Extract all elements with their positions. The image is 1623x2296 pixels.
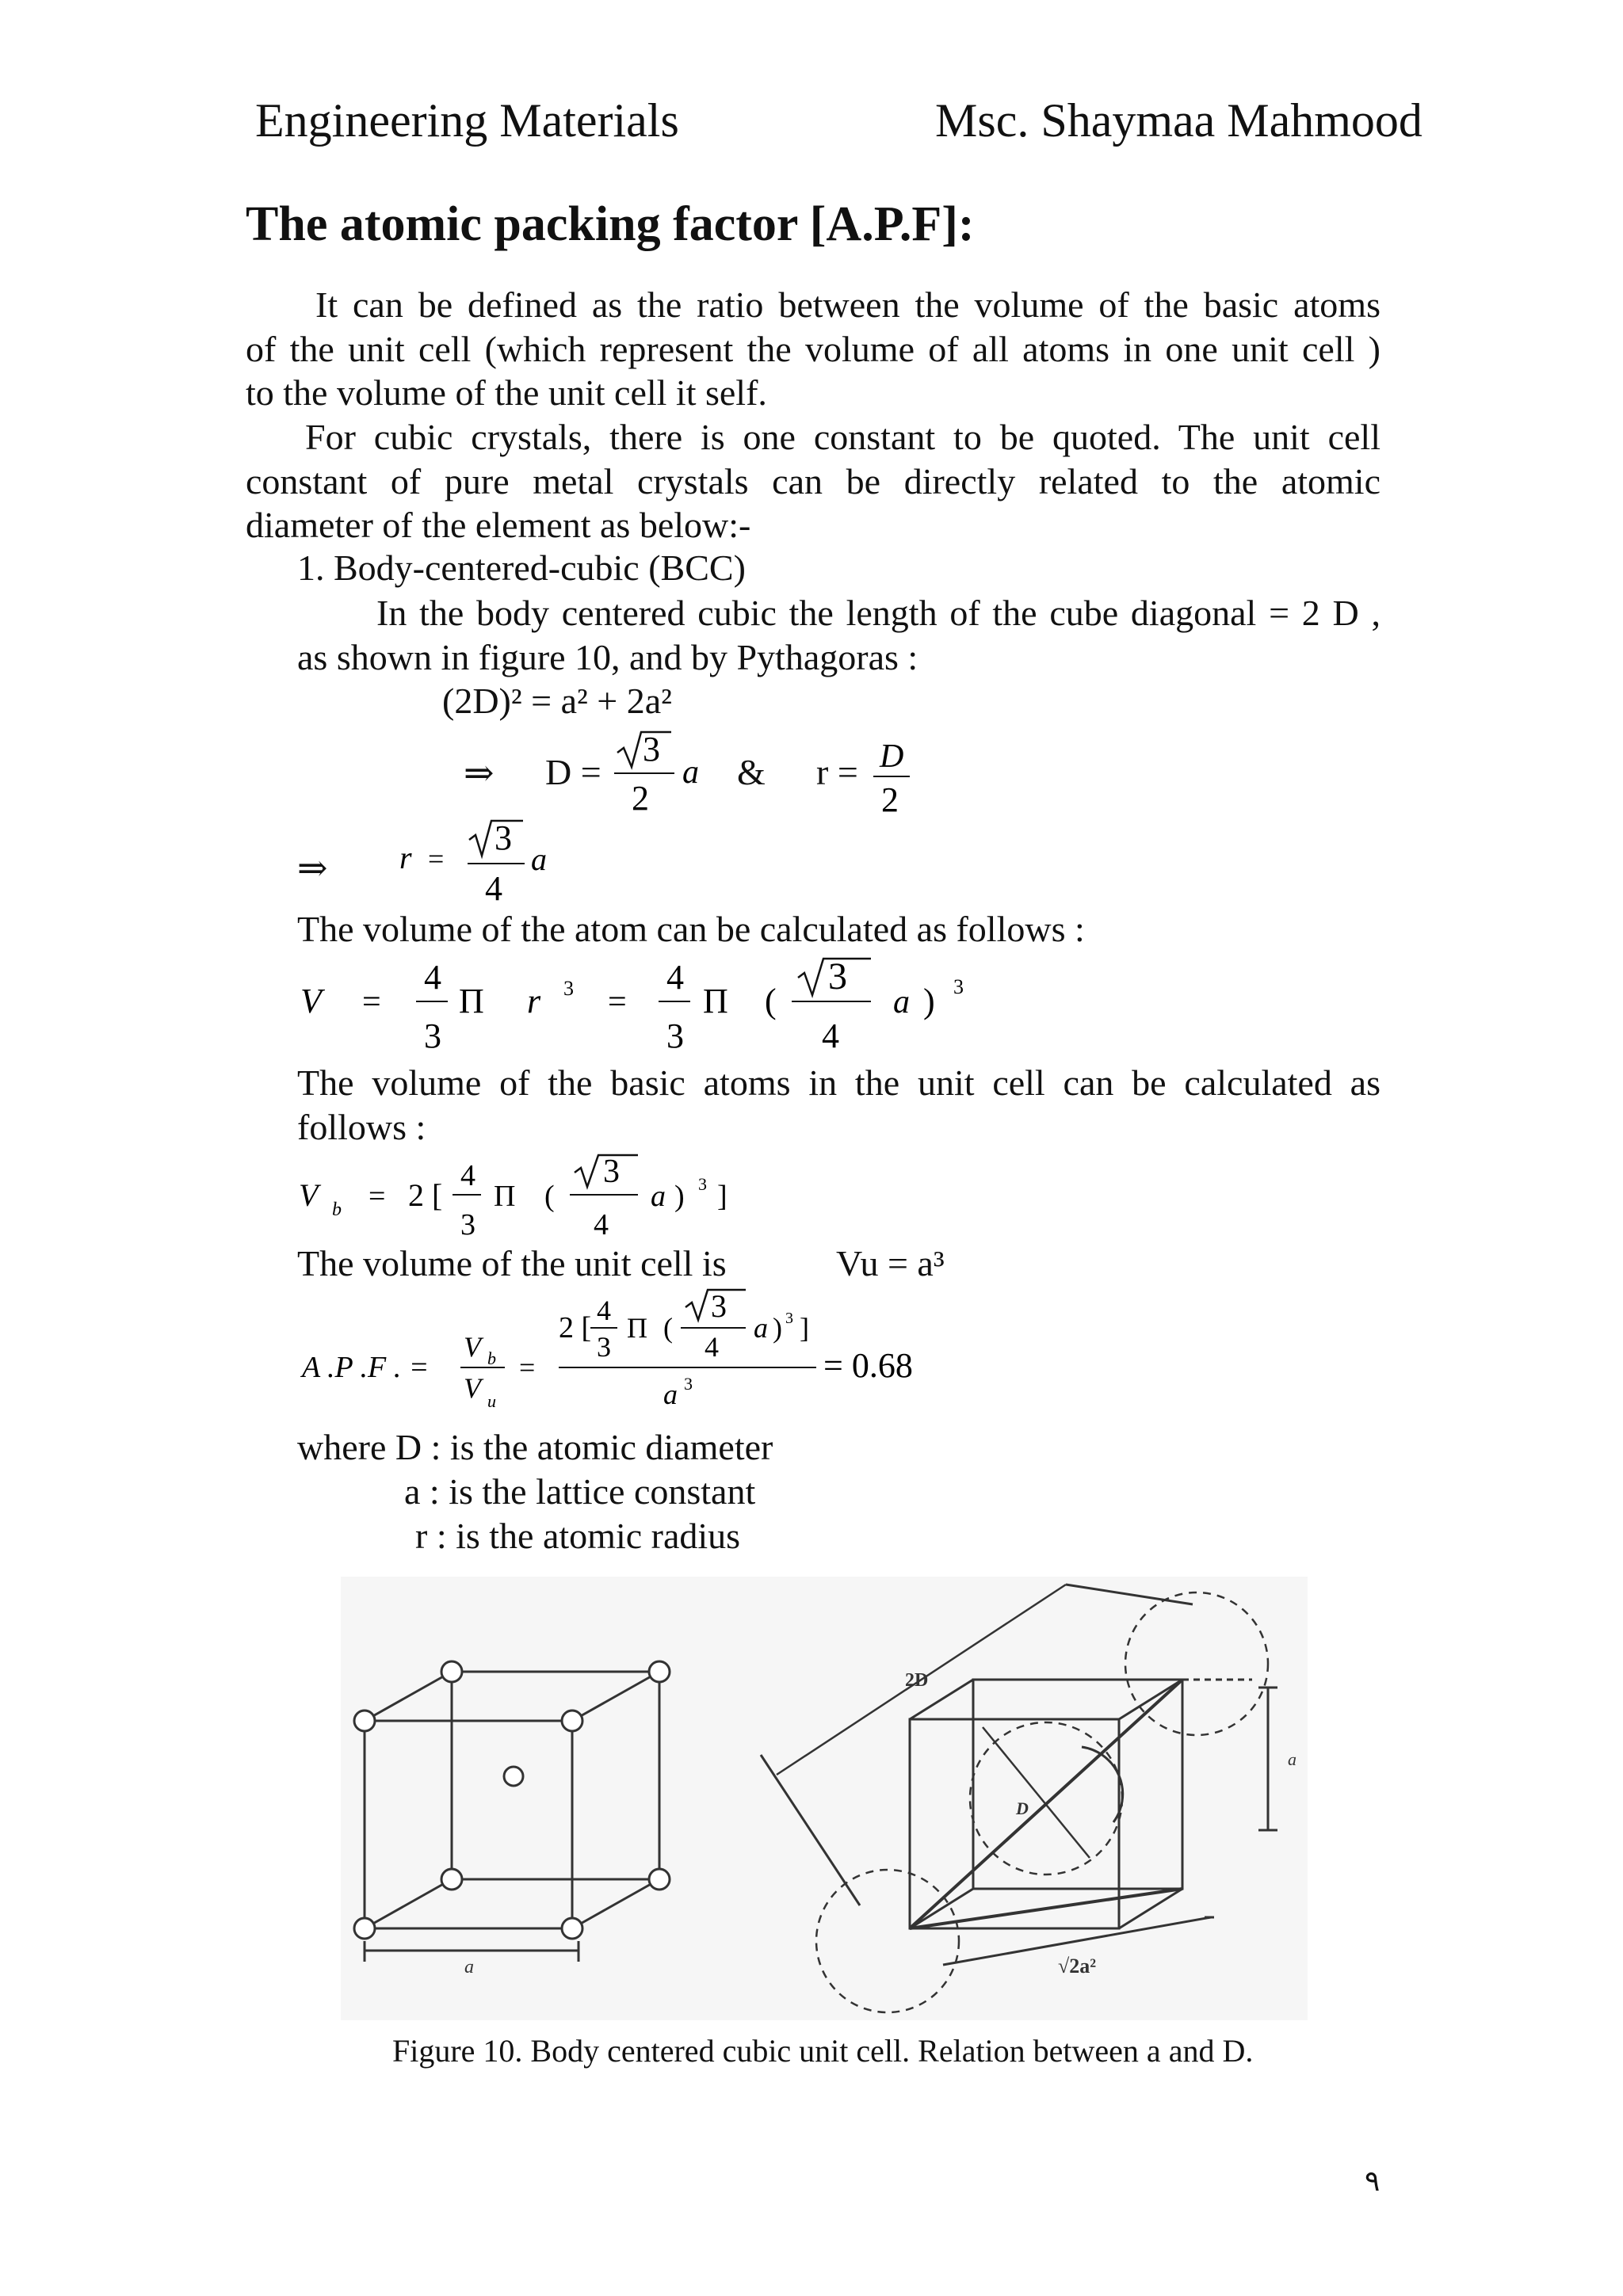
label-a-right: a <box>1288 1749 1296 1769</box>
subscript-b: b <box>332 1199 342 1220</box>
equation-D-lhs: D = <box>545 752 601 792</box>
bracket-close: ] <box>717 1180 727 1213</box>
denominator-a: a <box>663 1379 678 1410</box>
sqrt-radicand: 3 <box>711 1288 727 1324</box>
paren-open: ( <box>663 1312 673 1344</box>
variable-r: r <box>527 982 541 1020</box>
definition-r: r : is the atomic radius <box>415 1516 741 1556</box>
paragraph-basic-atoms <box>297 1061 1381 1149</box>
header-course-title: Engineering Materials <box>255 94 679 147</box>
paragraph-line: constant of pure metal crystals can be directly related to the atomic <box>246 460 1381 502</box>
equals-sign: = <box>608 984 627 1020</box>
figure-bcc-unit-cell <box>333 1569 1331 2028</box>
paren-close: ) <box>674 1180 685 1213</box>
label-a-left: a <box>464 1957 474 1978</box>
implies-symbol: ⇒ <box>464 753 495 793</box>
paragraph-line: diameter of the element as below:- <box>246 505 751 545</box>
two-bracket: 2 [ <box>559 1311 592 1344</box>
equals-sign: = <box>362 984 381 1020</box>
equals-sign: = <box>369 1180 386 1213</box>
pi-symbol: Π <box>459 982 484 1020</box>
numerator: 4 <box>597 1295 611 1326</box>
equation-atom-volume <box>297 951 1010 1062</box>
figure-caption: Figure 10. Body centered cubic unit cell. Relation between a and D. <box>392 2033 1254 2069</box>
numerator-D: D <box>880 738 904 775</box>
exponent: 3 <box>953 975 964 998</box>
paren-open: ( <box>544 1180 555 1213</box>
variable-a: a <box>893 984 910 1020</box>
paragraph-line: of the unit cell (which represent the volume of all atoms in one unit cell ) <box>246 328 1381 369</box>
subscript-u: u <box>487 1391 496 1411</box>
sqrt-radicand: 3 <box>828 955 847 997</box>
denominator: 3 <box>424 1016 441 1055</box>
pi-symbol: Π <box>703 982 728 1020</box>
numerator-Vb: V <box>464 1331 481 1363</box>
label-D: D <box>1016 1798 1029 1818</box>
numerator: 4 <box>424 958 441 997</box>
paragraph-line: follows : <box>297 1106 426 1147</box>
pi-symbol: Π <box>494 1180 516 1213</box>
paragraph-definition <box>246 283 1381 415</box>
paragraph-bcc <box>297 591 1381 679</box>
denominator-Vu: V <box>464 1372 481 1404</box>
paren-open: ( <box>765 982 777 1020</box>
label-root-2a2: √2a² <box>1058 1955 1097 1978</box>
equals-sign: = <box>428 843 445 875</box>
two-bracket: 2 [ <box>408 1177 443 1213</box>
denominator: 3 <box>460 1208 475 1241</box>
denominator: 4 <box>822 1016 839 1055</box>
subscript-b: b <box>487 1348 496 1368</box>
variable-a: a <box>531 841 547 877</box>
paren-close: ) <box>773 1312 782 1344</box>
definition-a: a : is the lattice constant <box>404 1471 756 1512</box>
denominator: 4 <box>485 869 502 908</box>
equation-D-fraction <box>614 729 701 824</box>
implies-symbol: ⇒ <box>297 848 328 888</box>
denominator: 3 <box>597 1331 611 1363</box>
exponent: 3 <box>563 977 574 1000</box>
header-author: Msc. Shaymaa Mahmood <box>935 94 1423 147</box>
paragraph-cubic <box>246 415 1381 547</box>
denominator: 3 <box>666 1016 684 1055</box>
equation-r-lhs: r = <box>816 752 858 792</box>
variable-a: a <box>651 1180 666 1213</box>
exponent: 3 <box>785 1310 793 1327</box>
paren-close: ) <box>923 982 935 1020</box>
list-item-bcc: 1. Body-centered-cubic (BCC) <box>297 547 746 588</box>
equation-r-radius <box>396 816 571 919</box>
label-2D: 2D <box>905 1670 929 1691</box>
paragraph-line: For cubic crystals, there is one constant to be quoted. The unit cell <box>305 417 1381 457</box>
section-title: The atomic packing factor [A.P.F]: <box>246 197 975 251</box>
sqrt-radicand: 3 <box>603 1154 620 1190</box>
pi-symbol: Π <box>627 1312 647 1344</box>
equation-pythagoras: (2D)² = a² + 2a² <box>442 681 672 721</box>
apf-result: = 0.68 <box>823 1346 913 1385</box>
denominator: 2 <box>881 780 899 819</box>
exponent: 3 <box>684 1374 693 1394</box>
denominator: 4 <box>705 1331 719 1363</box>
denominator: 2 <box>632 779 649 818</box>
variable-a: a <box>682 754 699 791</box>
ampersand: & <box>737 752 766 792</box>
variable-V: V <box>300 982 322 1020</box>
equation-r-fraction <box>872 735 919 822</box>
apf-label: A .P .F . = <box>302 1351 430 1384</box>
equals-sign: = <box>519 1352 536 1383</box>
paragraph-line: It can be defined as the ratio between the volume of the basic atoms <box>315 284 1381 325</box>
equation-apf <box>297 1283 947 1434</box>
variable-r: r <box>399 840 412 875</box>
variable-a: a <box>754 1312 768 1344</box>
volume-atom-text: The volume of the atom can be calculated as follows : <box>297 909 1085 949</box>
unit-cell-text: The volume of the unit cell is <box>297 1243 727 1283</box>
paragraph-line: as shown in figure 10, and by Pythagoras : <box>297 636 918 677</box>
page-number: ٩ <box>1365 2165 1381 2197</box>
numerator: 4 <box>460 1159 475 1192</box>
equation-basic-volume <box>297 1149 773 1252</box>
sqrt-radicand: 3 <box>495 818 512 857</box>
exponent: 3 <box>698 1174 707 1194</box>
paragraph-line: to the volume of the unit cell it self. <box>246 372 767 413</box>
denominator: 4 <box>594 1208 609 1241</box>
bracket-close: ] <box>800 1312 809 1344</box>
paragraph-line: The volume of the basic atoms in the unit cell can be calculated as <box>297 1062 1381 1103</box>
definition-D: where D : is the atomic diameter <box>297 1427 773 1467</box>
sqrt-radicand: 3 <box>643 730 660 769</box>
variable-Vb: V <box>299 1177 319 1213</box>
numerator: 4 <box>666 958 684 997</box>
equation-unit-cell-volume: Vu = a³ <box>836 1243 945 1283</box>
paragraph-line: In the body centered cubic the length of the cube diagonal = 2 D , <box>376 593 1381 633</box>
